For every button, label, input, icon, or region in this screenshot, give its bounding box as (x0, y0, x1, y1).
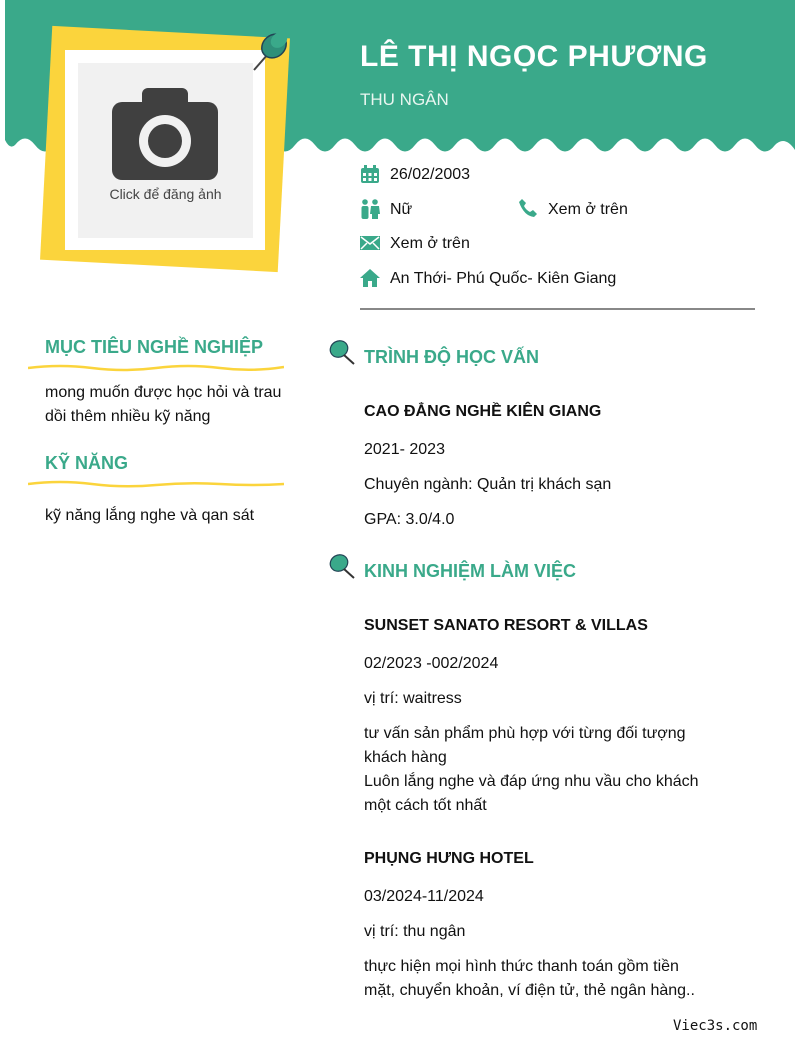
skills-heading: KỸ NĂNG (45, 453, 129, 473)
skills-underline (28, 479, 284, 489)
objective-line: dồi thêm nhiều kỹ năng (45, 408, 211, 425)
job-description-line: thực hiện mọi hình thức thanh toán gồm tiền (364, 958, 679, 975)
objective-line: mong muốn được học hỏi và trau (45, 384, 282, 401)
email-icon (360, 236, 380, 250)
header-divider (360, 308, 755, 310)
calendar-icon (360, 165, 380, 184)
job-position: vị trí: thu ngân (364, 923, 466, 940)
address-value: An Thới- Phú Quốc- Kiên Giang (390, 270, 617, 287)
education-period: 2021- 2023 (364, 441, 445, 458)
job-company: PHỤNG HƯNG HOTEL (364, 850, 534, 867)
phone-value: Xem ở trên (548, 201, 628, 218)
job-description (364, 722, 734, 818)
pushpin-icon (328, 338, 356, 366)
job-description (364, 955, 734, 1003)
gender-value: Nữ (390, 201, 413, 218)
job-period: 02/2023 -002/2024 (364, 655, 499, 672)
job-position: vị trí: waitress (364, 690, 462, 707)
email-value: Xem ở trên (390, 235, 470, 252)
job-title: THU NGÂN (360, 90, 449, 109)
job-description-line: khách hàng (364, 749, 447, 766)
objective-underline (28, 362, 284, 372)
job-description-line: Luôn lắng nghe và đáp ứng nhu vầu cho khách (364, 773, 699, 790)
job-description-line: mặt, chuyển khoản, ví điện tử, thẻ ngân hàng.. (364, 982, 695, 999)
skills-text: kỹ năng lắng nghe và qan sát (45, 507, 255, 524)
education-school: CAO ĐẲNG NGHỀ KIÊN GIANG (364, 403, 602, 420)
camera-icon (112, 88, 218, 180)
experience-heading: KINH NGHIỆM LÀM VIỆC (364, 561, 577, 581)
pushpin-icon (248, 26, 292, 74)
pushpin-icon (328, 552, 356, 580)
job-company: SUNSET SANATO RESORT & VILLAS (364, 617, 648, 634)
birthday-value: 26/02/2003 (390, 166, 471, 183)
candidate-name: LÊ THỊ NGỌC PHƯƠNG (360, 40, 708, 73)
footer-brand: Viec3s.com (673, 1018, 758, 1034)
objective-heading: MỤC TIÊU NGHỀ NGHIỆP (45, 337, 264, 357)
job-description-line: tư vấn sản phẩm phù hợp với từng đối tượng (364, 725, 686, 742)
phone-icon (518, 198, 538, 218)
gender-icon (360, 199, 380, 219)
education-heading: TRÌNH ĐỘ HỌC VẤN (364, 347, 539, 367)
photo-caption[interactable]: Click để đăng ảnh (109, 186, 222, 202)
job-description-line: một cách tốt nhất (364, 797, 487, 814)
objective-text (45, 381, 305, 429)
education-major: Chuyên ngành: Quản trị khách sạn (364, 476, 612, 493)
job-period: 03/2024-11/2024 (364, 888, 484, 905)
education-gpa: GPA: 3.0/4.0 (364, 511, 455, 528)
home-icon (360, 269, 380, 287)
